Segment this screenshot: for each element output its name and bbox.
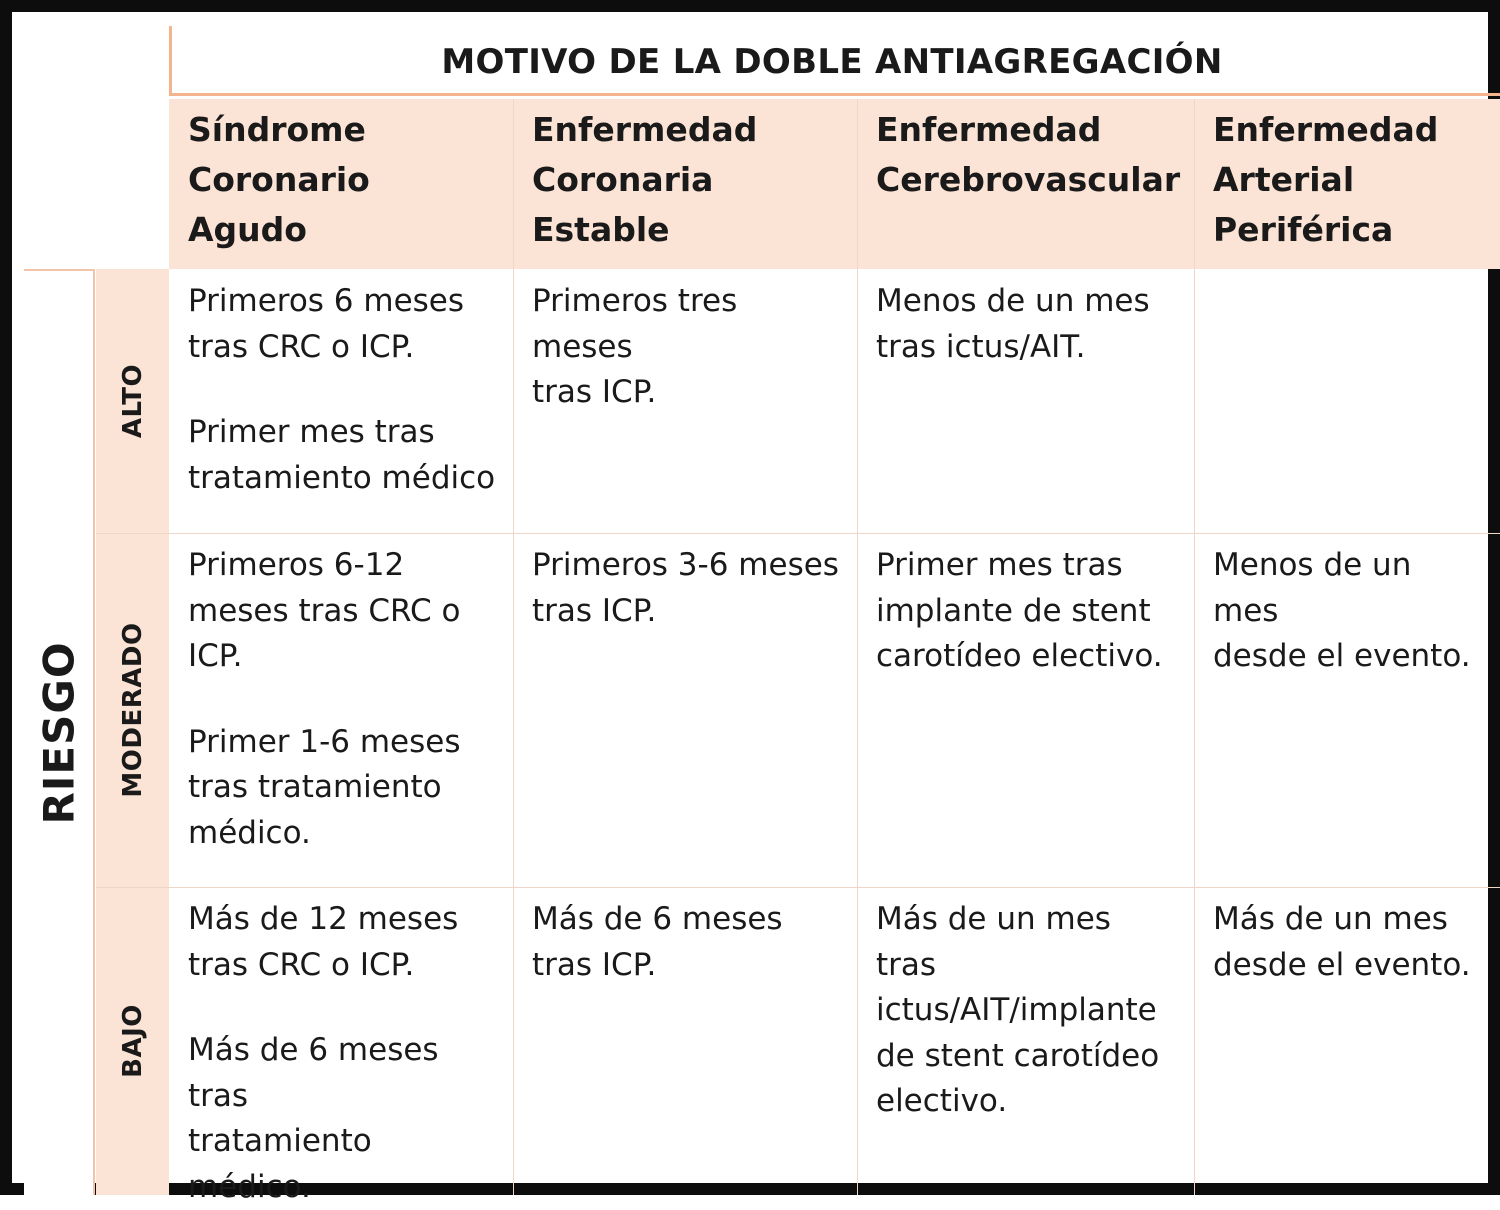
cell-text: Primeros 3-6 meses tras ICP.	[532, 547, 839, 629]
column-header-coronaria-estable: Enfermedad Coronaria Estable	[513, 99, 857, 269]
cell-text: Primeros tres meses tras ICP.	[532, 283, 738, 410]
table-cell-bajo-arterial-periferica	[1194, 887, 1500, 1195]
table-title: MOTIVO DE LA DOBLE ANTIAGREGACIÓN	[441, 42, 1223, 82]
row-header-moderado	[96, 533, 169, 887]
cell-text: Más de 12 meses tras CRC o ICP.	[188, 901, 459, 983]
cell-text: Primer mes tras tratamiento médico	[188, 414, 496, 496]
cell-text: Menos de un mes tras ictus/AIT.	[876, 283, 1150, 365]
grid-line	[1194, 99, 1195, 1195]
cell-text: Primer 1-6 meses tras tratamiento médico.	[188, 723, 461, 851]
table-cell-bajo-sca	[169, 887, 513, 1205]
table-cell-moderado-cerebrovascular	[857, 533, 1194, 887]
table-title-cell	[169, 26, 1500, 96]
cell-text: Más de 6 meses tras tratamiento médico.	[188, 1032, 439, 1205]
cell-text: Más de 6 meses tras ICP.	[532, 901, 783, 983]
grid-line	[857, 99, 858, 1195]
table-cell-moderado-coronaria-estable	[513, 533, 857, 887]
table-cell-alto-cerebrovascular	[857, 269, 1194, 533]
table-cell-alto-arterial-periferica	[1194, 269, 1500, 533]
cell-text: Más de un mes desde el evento.	[1213, 901, 1471, 983]
cell-text: Menos de un mes desde el evento.	[1213, 547, 1471, 674]
table-cell-alto-sca	[169, 269, 513, 533]
table-cell-bajo-coronaria-estable	[513, 887, 857, 1195]
grid-line	[96, 887, 1500, 888]
grid-line	[96, 533, 1500, 534]
row-label-moderado: MODERADO	[117, 622, 148, 798]
table-cell-bajo-cerebrovascular	[857, 887, 1194, 1195]
column-header-cerebrovascular: Enfermedad Cerebrovascular	[857, 99, 1194, 269]
row-label-bajo: BAJO	[117, 1004, 148, 1078]
row-header-bajo	[96, 887, 169, 1195]
cell-text: Más de un mes tras ictus/AIT/implante de stent carotídeo electivo.	[876, 901, 1160, 1119]
table-cell-moderado-arterial-periferica	[1194, 533, 1500, 887]
row-label-alto: ALTO	[117, 363, 148, 439]
column-header-arterial-periferica: Enfermedad Arterial Periférica	[1194, 99, 1500, 269]
grid-line	[513, 99, 514, 1195]
cell-text: Primeros 6 meses tras CRC o ICP.	[188, 283, 465, 365]
row-header-alto	[96, 269, 169, 533]
row-group-header	[24, 269, 95, 1195]
column-header-sca: Síndrome Coronario Agudo	[169, 99, 513, 269]
table-cell-moderado-sca	[169, 533, 513, 887]
cell-text: Primer mes tras implante de stent carotídeo electivo.	[876, 547, 1163, 674]
cell-text: Primeros 6-12 meses tras CRC o ICP.	[188, 547, 461, 674]
row-group-label: RIESGO	[34, 641, 83, 825]
table-cell-alto-coronaria-estable	[513, 269, 857, 533]
